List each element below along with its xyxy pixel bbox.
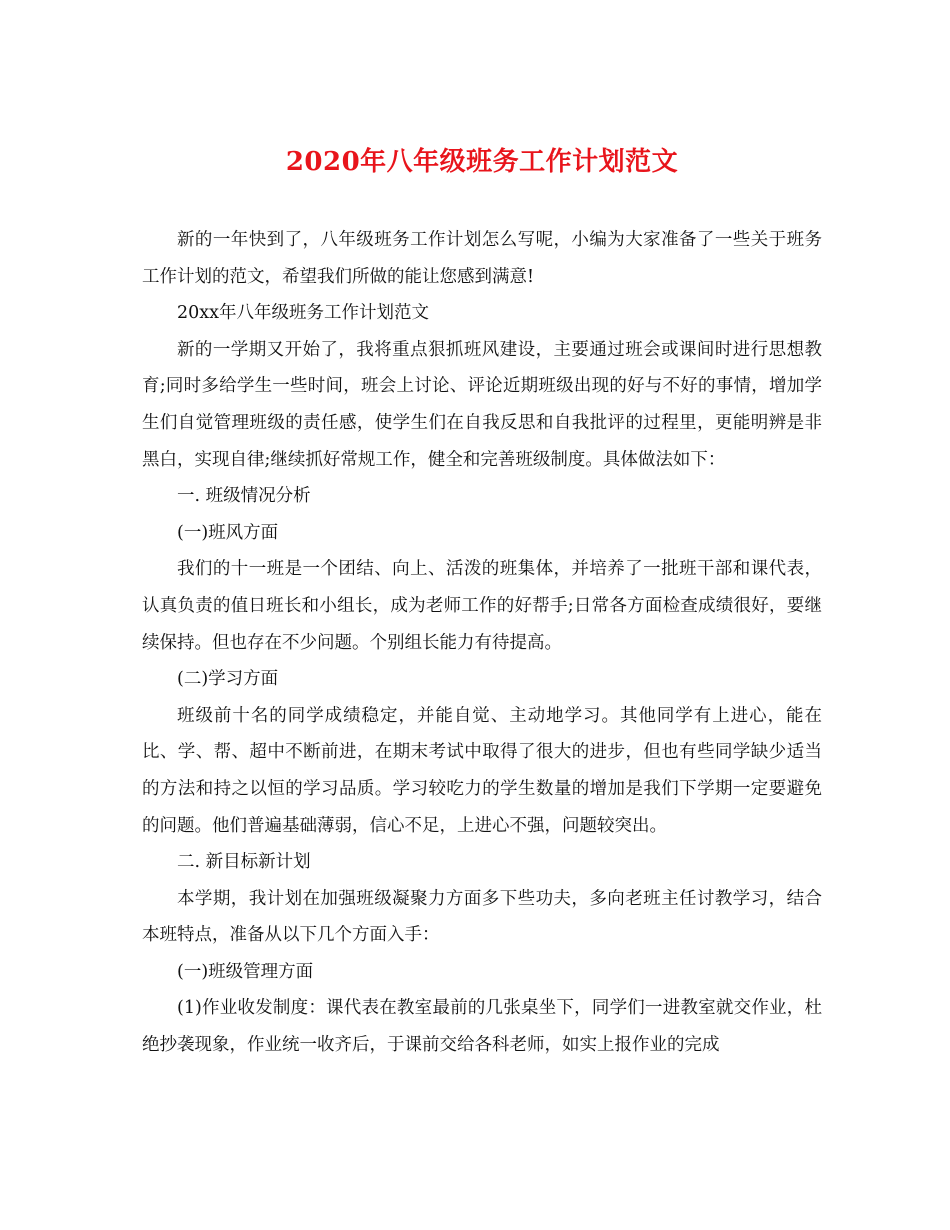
document-title: 2020年八年级班务工作计划范文: [285, 147, 679, 177]
subsection-heading-study: (二)学习方面: [177, 669, 279, 690]
section-heading-1: 一. 班级情况分析: [177, 486, 311, 507]
subsection-heading-management: (一)班级管理方面: [177, 961, 314, 982]
paragraph-intro: 新的一年快到了，八年级班务工作计划怎么写呢，小编为大家准备了一些关于班务工作计划的范文，希望我们所做的能让您感到满意!: [142, 230, 822, 287]
paragraph-new-plan: 本学期，我计划在加强班级凝聚力方面多下些功夫，多向老班主任讨教学习，结合本班特点，准备从以下几个方面入手：: [142, 888, 822, 946]
paragraph-homework-system: (1)作业收发制度：课代表在教室最前的几张桌坐下，同学们一进教室就交作业，杜绝抄袭现象，作业统一收齐后，于课前交给各科老师，如实上报作业的完成: [142, 998, 822, 1056]
document-page: [142, 140, 822, 1064]
paragraph-study: 班级前十名的同学成绩稳定，并能自觉、主动地学习。其他同学有上进心，能在比、学、帮、超中不断前进，在期末考试中取得了很大的进步，但也有些同学缺少适当的方法和持之以恒的学习品质。学习较吃力的学生数量的增加是我们下学期一定要避免的问题。他们普遍基础薄弱，信心不足，上进心不强，问题较突出。: [142, 705, 822, 836]
paragraph-overview: 新的一学期又开始了，我将重点狠抓班风建设，主要通过班会或课间时进行思想教育;同时多给学生一些时间，班会上讨论、评论近期班级出现的好与不好的事情，增加学生们自觉管理班级的责任感，使学生们在自我反思和自我批评的过程里，更能明辨是非黑白，实现自律;继续抓好常规工作，健全和完善班级制度。具体做法如下：: [142, 339, 822, 470]
section-heading-2: 二. 新目标新计划: [177, 852, 311, 873]
paragraph-subtitle: 20xx年八年级班务工作计划范文: [177, 303, 430, 324]
subsection-heading-class-style: (一)班风方面: [177, 522, 279, 543]
paragraph-class-style: 我们的十一班是一个团结、向上、活泼的班集体，并培养了一批班干部和课代表，认真负责的值日班长和小组长，成为老师工作的好帮手;日常各方面检查成绩很好，要继续保持。但也存在不少问题。个别组长能力有待提高。: [142, 559, 822, 653]
